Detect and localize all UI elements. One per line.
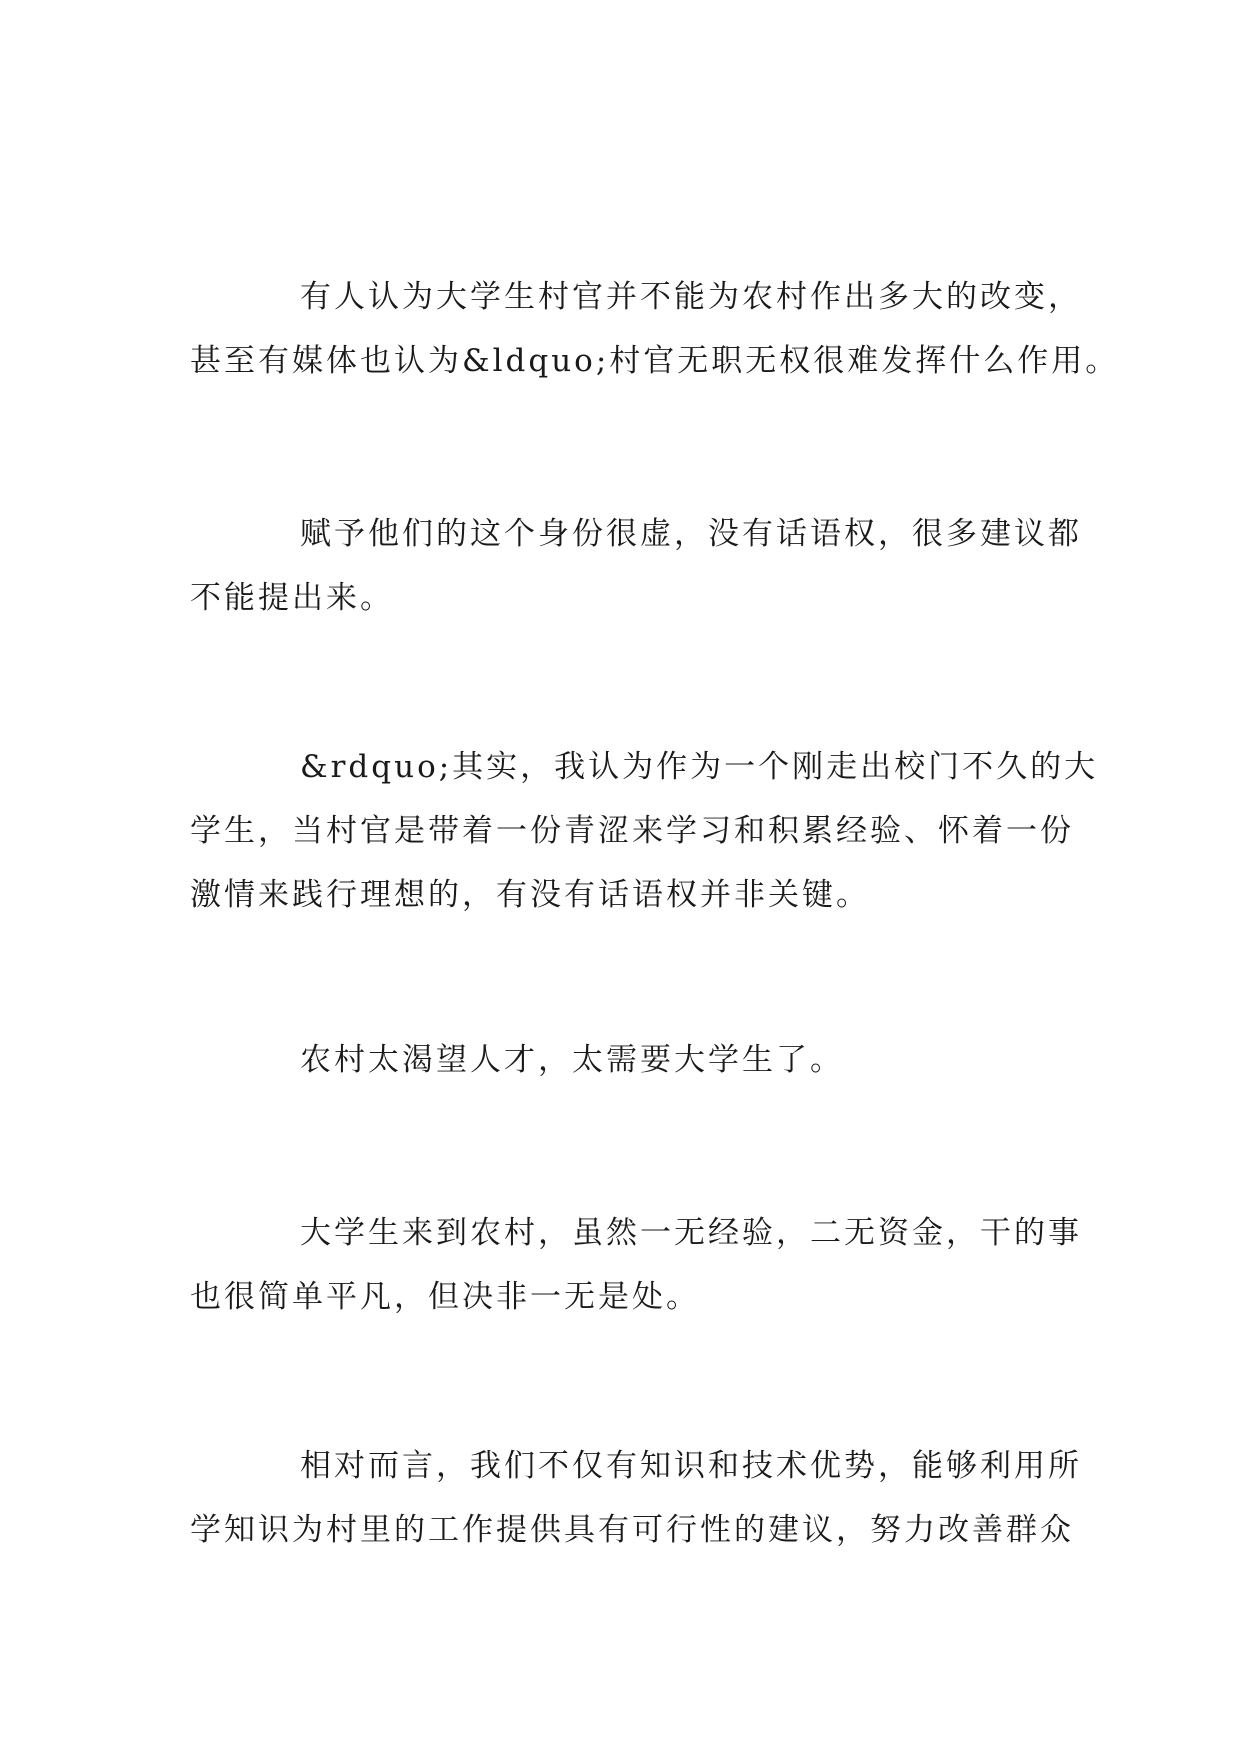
text-line: &rdquo;其实，我认为作为一个刚走出校门不久的大	[300, 749, 1099, 785]
paragraph	[190, 502, 1082, 630]
paragraph	[190, 265, 1120, 393]
paragraph	[190, 1434, 1082, 1562]
text-line: 赋予他们的这个身份很虚，没有话语权，很多建议都	[300, 516, 1082, 552]
text-line: 学知识为村里的工作提供具有可行性的建议，努力改善群众	[190, 1512, 1074, 1548]
text-line: 农村太渴望人才，太需要大学生了。	[300, 1042, 844, 1078]
text-line: 激情来践行理想的，有没有话语权并非关键。	[190, 877, 870, 913]
text-line: 不能提出来。	[190, 580, 394, 616]
paragraph	[190, 735, 1099, 927]
text-line: 大学生来到农村，虽然一无经验，二无资金，干的事	[300, 1215, 1082, 1251]
text-line: 相对而言，我们不仅有知识和技术优势，能够利用所	[300, 1448, 1082, 1484]
text-line: 学生，当村官是带着一份青涩来学习和积累经验、怀着一份	[190, 813, 1074, 849]
text-line: 也很简单平凡，但决非一无是处。	[190, 1279, 700, 1315]
paragraph	[190, 1201, 1082, 1329]
text-line: 甚至有媒体也认为&ldquo;村官无职无权很难发挥什么作用。	[190, 343, 1120, 379]
paragraph	[190, 1028, 1050, 1092]
text-line: 有人认为大学生村官并不能为农村作出多大的改变，	[300, 279, 1082, 315]
